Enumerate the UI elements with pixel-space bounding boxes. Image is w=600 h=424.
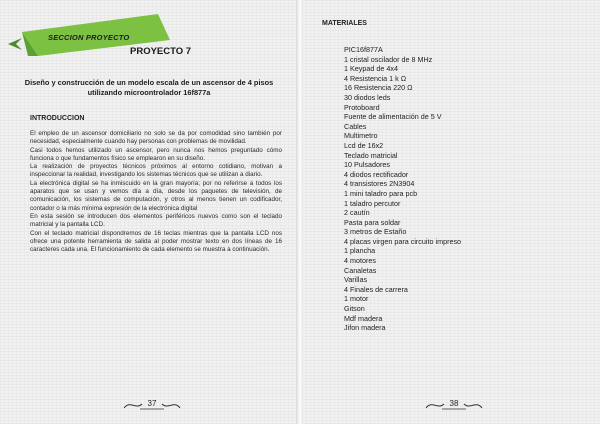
intro-paragraph: La electrónica digital se ha inmiscuido en la gran mayoría; por no referirse a todos los aparatos que se usan y vemos día a día, desde los paquetes de televisión, de comunicación, los sistemas de computación, y otros al menos tienen un codificador, contador o la más mínima expresión de la electrónica digital — [30, 179, 282, 212]
material-item: Gitson — [344, 304, 365, 314]
materials-heading: MATERIALES — [322, 20, 367, 27]
material-item: 1 cristal oscilador de 8 MHz — [344, 54, 433, 64]
intro-paragraph: En esta sesión se introducen dos elementos periféricos nuevos como son el teclado matricial y la pantalla LCD. — [30, 212, 282, 229]
page-number: 38 — [449, 399, 459, 408]
project-subtitle: Diseño y construcción de un modelo escala de un ascensor de 4 pisos utilizando microontrolador 16f877a — [24, 78, 274, 97]
intro-paragraph: Con el teclado matricial dispondremos de 16 teclas mientras que la pantalla LCD nos ofrece una potente herramienta de salida al poder mostrar texto en dos líneas de 16 caracteres cada una. El funcionamiento de cada elemento se muestra a continuación. — [30, 229, 282, 254]
material-item: 1 mini taladro para pcb — [344, 188, 418, 198]
material-item: Cables — [344, 121, 367, 131]
material-item: Pasta para soldar — [344, 217, 401, 227]
project-title: PROYECTO 7 — [130, 46, 192, 57]
material-item: 1 taladro percutor — [344, 198, 401, 208]
left-page — [0, 0, 298, 424]
material-item: Lcd de 16x2 — [344, 140, 384, 150]
material-item: 4 Resistencia 1 k Ω — [344, 73, 407, 83]
right-page — [302, 0, 600, 424]
material-item: 4 motores — [344, 256, 376, 266]
material-item: Fuente de alimentación de 5 V — [344, 112, 442, 122]
material-item: 1 motor — [344, 294, 369, 304]
page-number: 37 — [147, 399, 157, 408]
material-item: 10 Pulsadores — [344, 160, 390, 170]
material-item: Mdf madera — [344, 313, 383, 323]
intro-paragraph: El empleo de un ascensor domiciliario no solo se da por comodidad sino también por necesidad, especialmente cuando hay personas con problemas de movilidad. — [30, 130, 282, 146]
intro-body — [30, 130, 282, 254]
material-item: 4 placas virgen para circuito impreso — [344, 236, 462, 246]
material-item: 2 cautín — [344, 208, 370, 218]
material-item: Canaletas — [344, 265, 377, 275]
material-item: 3 metros de Estaño — [344, 227, 407, 237]
intro-paragraph: La realización de proyectos técnicos próximos al entorno cotidiano, motivan a inspeccionar la realidad, investigando los sistemas técnicos que se utilizan a diario. — [30, 163, 282, 179]
material-item: 4 transistores 2N3904 — [344, 179, 415, 189]
intro-heading: INTRODUCCION — [30, 115, 85, 122]
materials-list — [344, 45, 461, 333]
material-item: 4 Finales de carrera — [344, 284, 408, 294]
material-item: Multimetro — [344, 131, 378, 141]
material-item: 16 Resistencia 220 Ω — [344, 83, 413, 93]
material-item: PIC16f877A — [344, 45, 383, 54]
material-item: 4 diodos rectificador — [344, 169, 409, 179]
ribbon-label: SECCION PROYECTO — [48, 33, 130, 42]
material-item: Teclado matricial — [344, 150, 398, 160]
material-item: 30 diodos leds — [344, 92, 391, 102]
page-number-ornament — [424, 396, 484, 412]
material-item: Jifon madera — [344, 323, 386, 333]
material-item: 1 Keypad de 4x4 — [344, 64, 398, 74]
ribbon-tail — [8, 38, 22, 50]
intro-paragraph: Casi todos hemos utilizado un ascensor, pero nunca nos hemos preguntado cómo funciona o que fundamentos físico se emplearon en su diseño. — [30, 146, 282, 162]
material-item: Protoboard — [344, 102, 380, 112]
page-number-ornament — [122, 396, 182, 412]
material-item: 1 plancha — [344, 246, 376, 256]
material-item: Varillas — [344, 275, 368, 285]
